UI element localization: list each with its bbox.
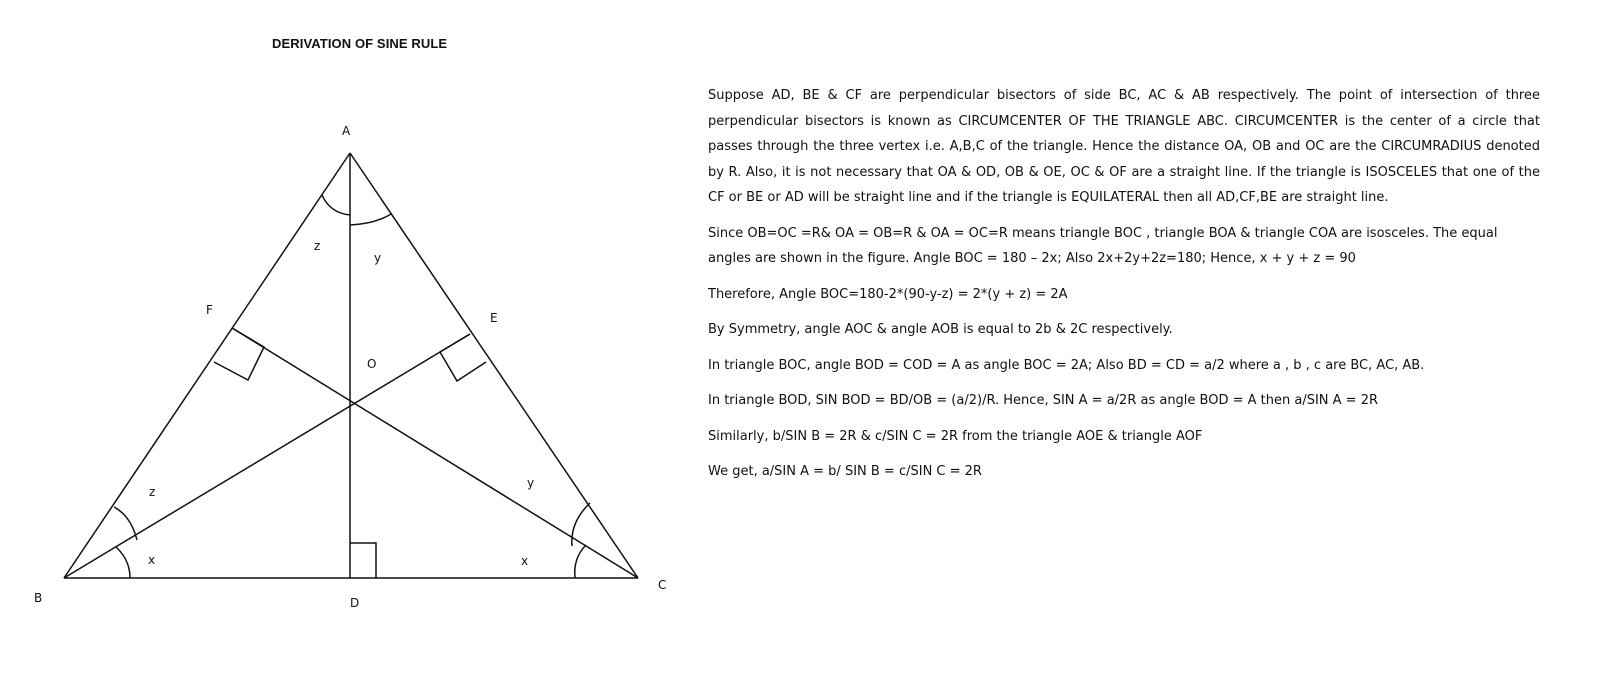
paragraph-isosceles: Since OB=OC =R& OA = OB=R & OA = OC=R means triangle BOC , triangle BOA & triangle COA are isosceles. The equal angles are shown in the figure. Angle BOC = 180 – 2x; Also 2x+2y+2z=180; Hence, x + y + z = 90 <box>708 225 1498 266</box>
page-title: DERIVATION OF SINE RULE <box>272 36 448 51</box>
right-angle-e <box>440 334 486 381</box>
arc-a-right <box>350 214 391 225</box>
arc-c-lower <box>575 545 586 578</box>
label-b: B <box>34 591 43 605</box>
paragraph-angle-boc: Therefore, Angle BOC=180-2*(90-y-z) = 2*(y + z) = 2A <box>708 286 1068 302</box>
angle-label-z-bottom: z <box>149 485 156 499</box>
angle-label-x-left: x <box>148 553 156 567</box>
label-e: E <box>490 311 498 325</box>
paragraph-symmetry: By Symmetry, angle AOC & angle AOB is equal to 2b & 2C respectively. <box>708 322 1173 337</box>
paragraph-similarly: Similarly, b/SIN B = 2R & c/SIN C = 2R from the triangle AOE & triangle AOF <box>708 428 1203 444</box>
line-be <box>64 334 470 578</box>
right-angle-d <box>350 543 376 578</box>
arc-b-lower <box>116 547 130 578</box>
derivation-text <box>708 83 1540 495</box>
label-d: D <box>350 596 360 610</box>
paragraph-conclusion: We get, a/SIN A = b/ SIN B = c/SIN C = 2R <box>708 464 982 479</box>
side-ab <box>64 153 350 578</box>
right-angle-f <box>214 328 264 380</box>
side-ac <box>350 153 638 578</box>
arc-b-upper <box>114 507 137 540</box>
label-c: C <box>658 578 667 592</box>
label-f: F <box>206 303 213 317</box>
label-o: O <box>367 357 377 371</box>
angle-label-x-right: x <box>521 554 529 568</box>
paragraph-sin-a: In triangle BOD, SIN BOD = BD/OB = (a/2)/R. Hence, SIN A = a/2R as angle BOD = A then a/SIN A = 2R <box>708 393 1379 408</box>
line-cf <box>232 328 638 578</box>
paragraph-intro: Suppose AD, BE & CF are perpendicular bisectors of side BC, AC & AB respectively. The point of intersection of three perpendicular bisectors is known as CIRCUMCENTER OF THE TRIANGLE ABC. CIRCUMCENTER is the center of a circle that passes through the three vertex i.e. A,B,C of the triangle. Hence the distance OA, OB and OC are the CIRCUMRADIUS denoted by R. Also, it is not necessary that OA & OD, OB & OE, OC & OF are a straight line. If the triangle is ISOSCELES that one of the CF or BE or AD will be straight line and if the triangle is EQUILATERAL then all AD,CF,BE are straight line. <box>708 88 1540 205</box>
paragraph-bod: In triangle BOC, angle BOD = COD = A as angle BOC = 2A; Also BD = CD = a/2 where a , b , c are BC, AC, AB. <box>708 357 1425 373</box>
arc-a-left <box>322 195 350 215</box>
angle-label-y-right: y <box>527 476 535 490</box>
label-a: A <box>342 124 351 138</box>
angle-label-z-top: z <box>314 239 321 253</box>
triangle-diagram <box>0 0 690 689</box>
angle-label-y-top: y <box>374 251 382 265</box>
